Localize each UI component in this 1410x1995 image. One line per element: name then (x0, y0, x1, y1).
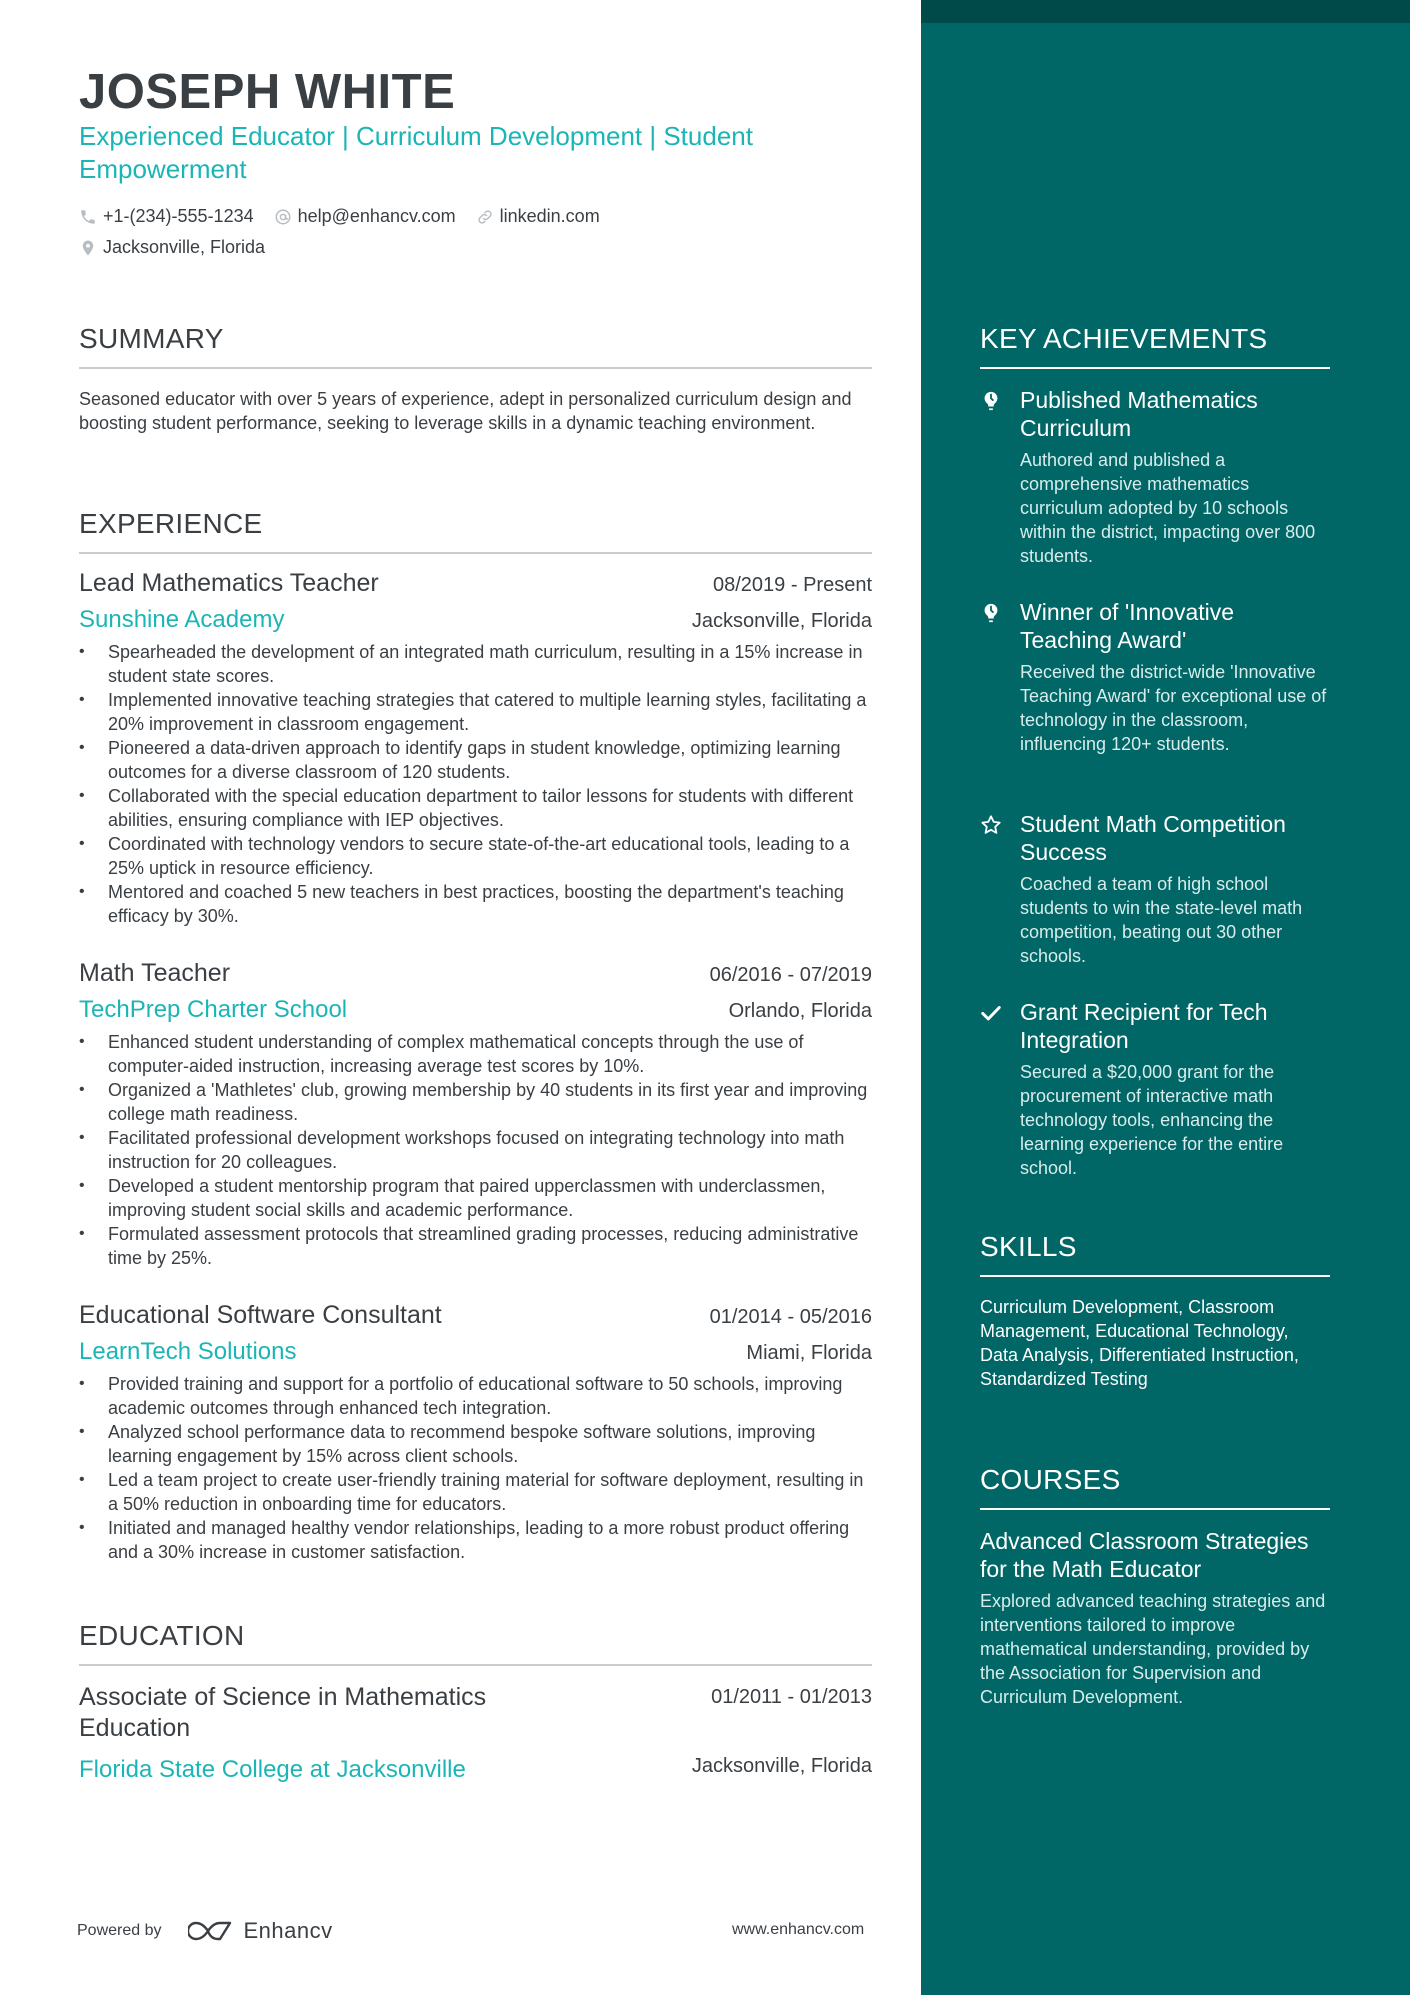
summary-text: Seasoned educator with over 5 years of experience, adept in personalized curriculum design and boosting student performance, seeking to leverage skills in a dynamic teaching environment. (79, 389, 852, 433)
job-date: 08/2019 - Present (713, 574, 872, 596)
experience-heading: EXPERIENCE (79, 508, 872, 554)
achievement-desc: Secured a $20,000 grant for the procurement of interactive math technology tools, enhancing the learning experience for the entire school. (1020, 1062, 1284, 1178)
list-item: • Spearheaded the development of an integrated math curriculum, resulting in a 15% increase in student state scores. (79, 640, 872, 688)
achievement-title: Grant Recipient for Tech Integration (1020, 999, 1268, 1053)
contact-phone[interactable] (79, 206, 254, 227)
achievements-heading: KEY ACHIEVEMENTS (980, 323, 1330, 369)
list-item: • Collaborated with the special education department to tailor lessons for students with different abilities, ensuring compliance with IEP objectives. (79, 784, 872, 832)
job-bullets (79, 1030, 872, 1270)
list-item: • Developed a student mentorship program that paired upperclassmen with underclassmen, improving student social skills and academic performance. (79, 1174, 872, 1222)
achievement-item-2 (980, 598, 1330, 756)
lightbulb-icon (980, 602, 1002, 624)
lightbulb-icon (980, 390, 1002, 412)
list-item: • Mentored and coached 5 new teachers in best practices, boosting the department's teaching efficacy by 30%. (79, 880, 872, 928)
enhancv-logo-icon (188, 1919, 236, 1943)
brand-name: Enhancv (243, 1918, 333, 1943)
job-entry-1 (79, 569, 872, 928)
course-entry (980, 1527, 1330, 1709)
achievement-item-4 (980, 998, 1330, 1180)
job-entry-2 (79, 959, 872, 1270)
list-item: • Coordinated with technology vendors to secure state-of-the-art educational tools, leading to a 25% uptick in resource efficiency. (79, 832, 872, 880)
job-entry-3 (79, 1301, 872, 1564)
location-row (79, 237, 285, 258)
school-name: Florida State College at Jacksonville (79, 1756, 466, 1783)
job-location: Orlando, Florida (728, 1000, 872, 1022)
contact-location (79, 237, 265, 258)
achievement-desc: Coached a team of high school students to win the state-level math competition, beating out 30 other schools. (1020, 874, 1303, 966)
contact-row (79, 206, 620, 227)
website-text: linkedin.com (499, 206, 600, 226)
star-icon (980, 814, 1002, 836)
footer-website[interactable]: www.enhancv.com (732, 1921, 865, 1938)
achievement-title: Student Math Competition Success (1020, 811, 1286, 865)
list-item: • Initiated and managed healthy vendor relationships, leading to a more robust product offering and a 30% increase in customer satisfaction. (79, 1516, 872, 1564)
contact-website[interactable] (476, 206, 600, 227)
list-item: • Facilitated professional development workshops focused on integrating technology into math instruction for 20 colleagues. (79, 1126, 872, 1174)
education-entry (79, 1682, 872, 1784)
list-item: • Led a team project to create user-friendly training material for software deployment, resulting in a 50% reduction in onboarding time for educators. (79, 1468, 872, 1516)
courses-heading: COURSES (980, 1464, 1330, 1510)
job-bullets (79, 640, 872, 928)
education-date: 01/2011 - 01/2013 (711, 1686, 872, 1708)
job-company: TechPrep Charter School (79, 996, 348, 1023)
achievement-desc: Received the district-wide 'Innovative Teaching Award' for exceptional use of technology in the classroom, influencing 120+ students. (1020, 662, 1327, 754)
list-item: • Enhanced student understanding of complex mathematical concepts through the use of computer-aided instruction, increasing average test scores by 10%. (79, 1030, 872, 1078)
job-bullets (79, 1372, 872, 1564)
location-text: Jacksonville, Florida (103, 237, 266, 257)
powered-by-text: Powered by (77, 1922, 162, 1939)
skills-heading: SKILLS (980, 1231, 1330, 1277)
job-company: LearnTech Solutions (79, 1338, 297, 1365)
degree-title: Associate of Science in Mathematics Education (79, 1683, 487, 1742)
course-desc: Explored advanced teaching strategies and interventions tailored to improve mathematical understanding, provided by the Association for Supervision and Curriculum Development. (980, 1591, 1326, 1707)
list-item: • Organized a 'Mathletes' club, growing membership by 40 students in its first year and improving college math readiness. (79, 1078, 872, 1126)
skills-list (980, 1295, 1330, 1391)
job-title: Math Teacher (79, 959, 231, 987)
footer-branding (77, 1918, 333, 1944)
job-title: Educational Software Consultant (79, 1301, 442, 1329)
list-item: • Formulated assessment protocols that streamlined grading processes, reducing administrative time by 25%. (79, 1222, 872, 1270)
list-item: • Provided training and support for a portfolio of educational software to 50 schools, improving academic outcomes through enhanced tech integration. (79, 1372, 872, 1420)
job-date: 06/2016 - 07/2019 (709, 964, 872, 986)
achievement-desc: Authored and published a comprehensive mathematics curriculum adopted by 10 schools within the district, impacting over 800 students. (1020, 450, 1316, 566)
job-company: Sunshine Academy (79, 606, 285, 633)
skills-text: Curriculum Development, Classroom Management, Educational Technology, Data Analysis, Differentiated Instruction, Standardized Testing (980, 1297, 1299, 1389)
course-title: Advanced Classroom Strategies for the Math Educator (980, 1528, 1309, 1582)
school-location: Jacksonville, Florida (691, 1755, 872, 1777)
phone-icon (79, 208, 97, 226)
job-location: Miami, Florida (746, 1342, 872, 1364)
education-heading: EDUCATION (79, 1620, 872, 1666)
achievement-title: Published Mathematics Curriculum (1020, 387, 1258, 441)
contact-email[interactable] (274, 206, 456, 227)
phone-text: +1-(234)-555-1234 (103, 206, 254, 226)
achievement-item-1 (980, 386, 1330, 568)
list-item: • Pioneered a data-driven approach to identify gaps in student knowledge, optimizing learning outcomes for a diverse classroom of 120 students. (79, 736, 872, 784)
checkmark-icon (980, 1002, 1002, 1024)
list-item: • Analyzed school performance data to recommend bespoke software solutions, improving learning engagement by 15% across client schools. (79, 1420, 872, 1468)
job-location: Jacksonville, Florida (691, 610, 872, 632)
sidebar-top-bar (921, 0, 1410, 23)
summary-heading: SUMMARY (79, 323, 872, 369)
candidate-headline: Experienced Educator | Curriculum Development | Student Empowerment (79, 121, 753, 184)
link-icon (476, 208, 494, 226)
list-item: • Implemented innovative teaching strategies that catered to multiple learning styles, facilitating a 20% improvement in classroom engagement. (79, 688, 872, 736)
job-title: Lead Mathematics Teacher (79, 569, 379, 597)
achievement-item-3 (980, 810, 1330, 968)
achievement-title: Winner of 'Innovative Teaching Award' (1020, 599, 1235, 653)
location-pin-icon (79, 238, 97, 258)
email-text: help@enhancv.com (297, 206, 456, 226)
at-sign-icon (274, 208, 292, 226)
candidate-name: JOSEPH WHITE (79, 65, 456, 119)
job-date: 01/2014 - 05/2016 (709, 1306, 872, 1328)
